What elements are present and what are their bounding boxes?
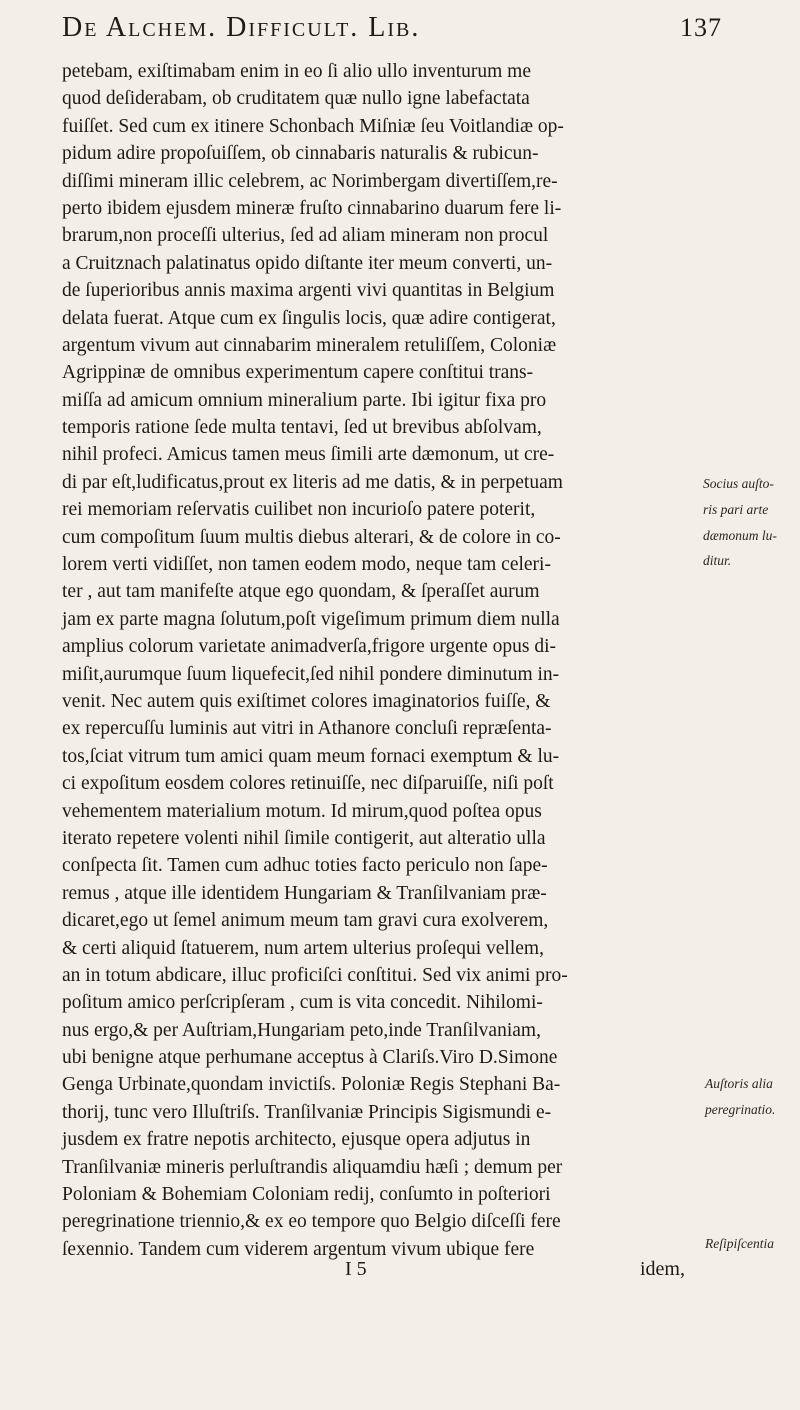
text-line: nus ergo,& per Auſtriam,Hungariam peto,inde Tranſilvaniam, — [62, 1019, 541, 1041]
signature-mark: I 5 — [345, 1258, 367, 1280]
running-title: De Alchem. Difficult. Lib. — [62, 12, 421, 43]
text-line: cum compoſitum ſuum multis diebus alterari, & de colore in co- — [62, 526, 561, 548]
text-line: conſpecta ſit. Tamen cum adhuc toties facto periculo non ſape- — [62, 855, 548, 877]
catchword: idem, — [640, 1258, 685, 1280]
text-line: poſitum amico perſcripſeram , cum is vita concedit. Nihilomi- — [62, 992, 543, 1014]
running-header — [62, 12, 722, 44]
text-line: an in totum abdicare, illuc proficiſci conſtitui. Sed vix animi pro- — [62, 964, 568, 986]
text-line: iterato repetere volenti nihil ſimile contigerit, aut alteratio ulla — [62, 827, 546, 849]
text-line: jusdem ex fratre nepotis architecto, ejusque opera adjutus in — [62, 1129, 531, 1151]
margin-note: ditur. — [703, 553, 732, 568]
text-line: quod deſiderabam, ob cruditatem quæ nullo igne labefactata — [62, 88, 530, 110]
margin-note: ris pari arte — [703, 502, 769, 517]
page-number: 137 — [680, 13, 722, 42]
text-line: peregrinatione triennio,& ex eo tempore quo Belgio diſceſſi fere — [62, 1211, 561, 1233]
text-line: fuiſſet. Sed cum ex itinere Schonbach Miſniæ ſeu Voitlandiæ op- — [62, 115, 564, 137]
text-line: ſexennio. Tandem cum viderem argentum vivum ubique fere — [62, 1238, 535, 1260]
text-line: Poloniam & Bohemiam Coloniam redij, conſumto in poſteriori — [62, 1184, 551, 1206]
text-line: Tranſilvaniæ mineris perluſtrandis aliquamdiu hæſi ; demum per — [62, 1156, 563, 1178]
text-line: a Cruitznach palatinatus opido diſtante iter meum converti, un- — [62, 252, 553, 274]
margin-note: peregrinatio. — [705, 1102, 776, 1117]
text-line: jam ex parte magna ſolutum,poſt vigeſimum primum diem nulla — [62, 608, 560, 630]
text-line: Genga Urbinate,quondam invictiſs. Poloniæ Regis Stephani Ba- — [62, 1074, 561, 1096]
text-line: perto ibidem ejusdem mineræ fruſto cinnabarino duarum fere li- — [62, 197, 562, 219]
text-line: delata fuerat. Atque cum ex ſingulis locis, quæ adire contigerat, — [62, 307, 556, 329]
body-text — [62, 58, 712, 1263]
text-line: vehementem materialium motum. Id mirum,quod poſtea opus — [62, 800, 542, 822]
margin-note: Reſipiſcentia — [705, 1236, 774, 1251]
text-line: rei memoriam reſervatis cuilibet non incurioſo patere poterit, — [62, 499, 536, 521]
text-line: di par eſt,ludificatus,prout ex literis ad me datis, & in perpetuam — [62, 471, 563, 493]
text-line: miſſa ad amicum omnium mineralium parte. Ibi igitur fixa pro — [62, 389, 547, 411]
text-line: ubi benigne atque perhumane acceptus à Clariſs.Viro D.Simone — [62, 1047, 558, 1069]
text-line: venit. Nec autem quis exiſtimet colores imaginatorios fuiſſe, & — [62, 690, 551, 712]
text-line: ter , aut tam manifeſte atque ego quondam, & ſperaſſet aurum — [62, 581, 540, 603]
margin-note: Socius auſto- — [703, 476, 774, 491]
text-line: petebam, exiſtimabam enim in eo ſi alio ullo inventurum me — [62, 61, 531, 82]
text-line: pidum adire propoſuiſſem, ob cinnabaris naturalis & rubicun- — [62, 143, 539, 165]
text-line: ex repercuſſu luminis aut vitri in Athanore concluſi repræſenta- — [62, 718, 552, 740]
text-line: temporis ratione ſede multa tentavi, ſed ut brevibus abſolvam, — [62, 417, 542, 439]
text-line: argentum vivum aut cinnabarim mineralem retuliſſem, Coloniæ — [62, 334, 557, 356]
text-line: tos,ſciat vitrum tum amici quam meum fornaci exemptum & lu- — [62, 745, 560, 767]
margin-note: Auſtoris alia — [705, 1076, 773, 1091]
text-line: thorij, tunc vero Illuſtriſs. Tranſilvaniæ Principis Sigismundi e- — [62, 1101, 552, 1123]
text-line: & certi aliquid ſtatuerem, num artem ulterius proſequi vellem, — [62, 937, 544, 959]
text-line: remus , atque ille identidem Hungariam & Tranſilvaniam præ- — [62, 882, 547, 904]
text-line: lorem verti vidiſſet, non tamen eodem modo, neque tam celeri- — [62, 554, 551, 576]
text-line: amplius colorum varietate animadverſa,frigore urgente opus di- — [62, 636, 557, 658]
text-line: ci expoſitum eosdem colores retinuiſſe, nec diſparuiſſe, niſi poſt — [62, 773, 554, 795]
text-line: Agrippinæ de omnibus experimentum capere conſtitui trans- — [62, 362, 534, 384]
text-line: nihil profeci. Amicus tamen meus ſimili arte dæmonum, ut cre- — [62, 444, 555, 466]
margin-note: dæmonum lu- — [703, 528, 777, 543]
text-line: diſſimi mineram illic celebrem, ac Norimbergam divertiſſem,re- — [62, 170, 558, 192]
text-line: brarum,non proceſſi ulterius, ſed ad aliam mineram non procul — [62, 225, 549, 247]
text-line: dicaret,ego ut ſemel animum meum tam gravi cura exolverem, — [62, 910, 549, 932]
text-line: de ſuperioribus annis maxima argenti vivi quantitas in Belgium — [62, 280, 555, 302]
text-line: miſit,aurumque ſuum liquefecit,ſed nihil pondere diminutum in- — [62, 663, 560, 685]
